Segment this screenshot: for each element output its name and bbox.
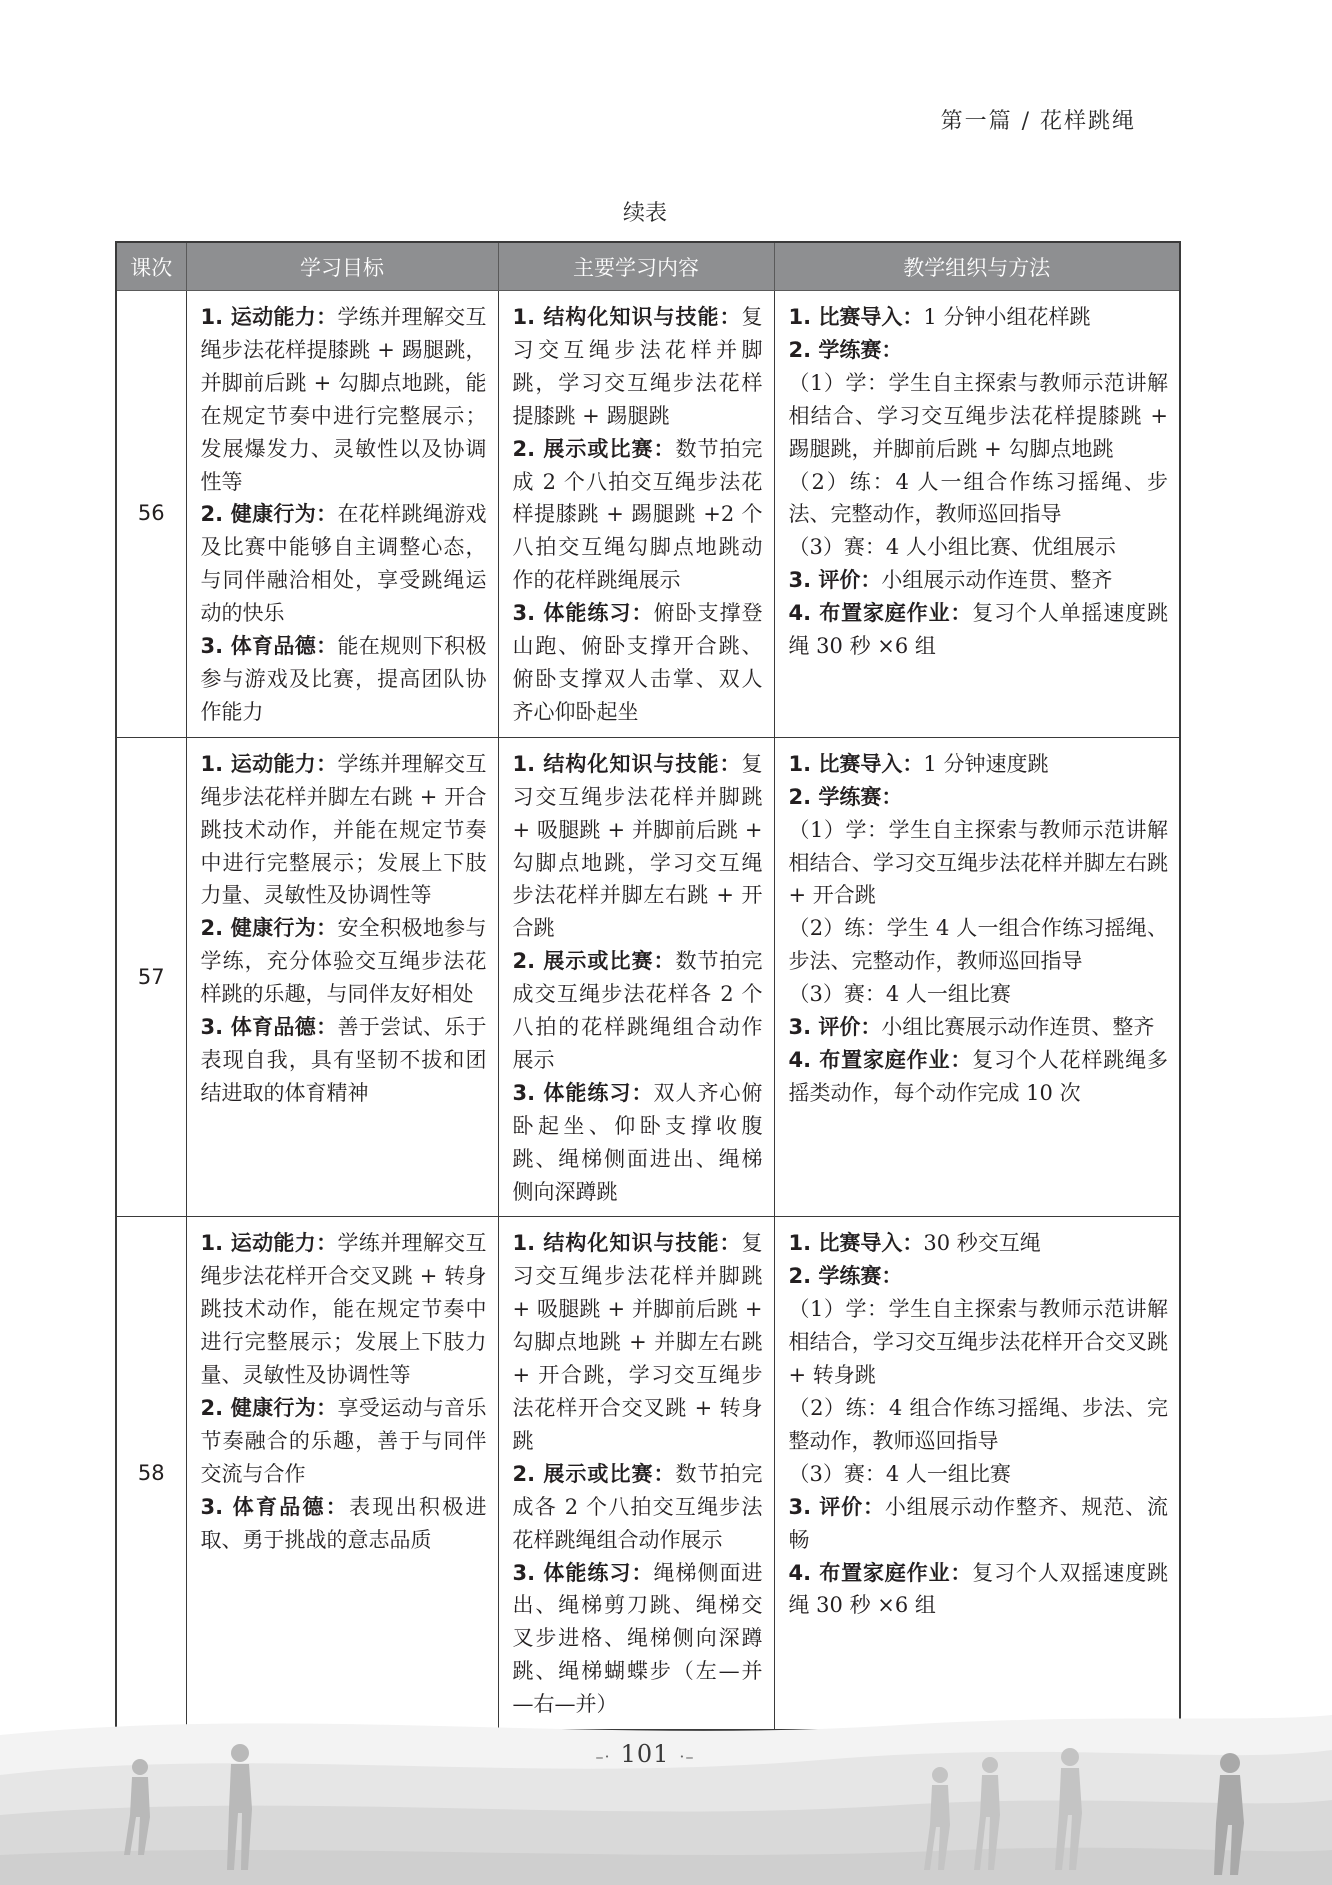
content-item-text: 数节拍完成各 2 个八拍交互绳步法花样跳绳组合动作展示 xyxy=(512,1461,763,1552)
goals-item-text: 善于尝试、乐于表现自我，具有坚韧不拔和团结进取的体育精神 xyxy=(200,1015,487,1105)
content-item xyxy=(513,597,763,729)
goals-item-label: 3. 体育品德： xyxy=(200,634,338,659)
lesson-number-cell: 56 xyxy=(116,291,186,738)
content-item-text: 数节拍完成 2 个八拍交互绳步法花样提膝跳 + 踢腿跳 +2 个八拍交互绳勾脚点地跳动作的花样跳绳展示 xyxy=(512,436,763,593)
goals-cell xyxy=(186,737,498,1217)
methods-item xyxy=(789,912,1169,978)
content-item xyxy=(513,433,763,598)
content-cell xyxy=(498,291,774,738)
goals-item xyxy=(201,1491,487,1557)
lesson-number-cell: 57 xyxy=(116,737,186,1217)
methods-item-text: 1 分钟小组花样跳 xyxy=(923,305,1091,329)
methods-item xyxy=(789,1392,1169,1458)
content-item-label: 1. 结构化知识与技能： xyxy=(512,751,742,776)
methods-item-text: （3）赛：4 人一组比赛 xyxy=(788,1461,1011,1486)
content-item-label: 1. 结构化知识与技能： xyxy=(512,1231,742,1256)
methods-item-text: 小组展示动作整齐、规范、流畅 xyxy=(788,1494,1169,1552)
methods-item-text: （1）学：学生自主探索与教师示范讲解相结合，学习交互绳步法花样开合交叉跳 + 转身跳 xyxy=(788,1297,1168,1388)
methods-item xyxy=(789,531,1169,564)
methods-item-label: 3. 评价： xyxy=(788,1494,885,1519)
page-number-dash-left-icon: –· xyxy=(595,1747,611,1766)
goals-item-label: 3. 体育品德： xyxy=(200,1015,338,1040)
methods-item-text: 复习个人花样跳绳多摇类动作，每个动作完成 10 次 xyxy=(788,1047,1168,1105)
methods-item xyxy=(789,466,1169,532)
methods-item-label: 2. 学练赛： xyxy=(788,337,903,362)
methods-item-label: 4. 布置家庭作业： xyxy=(788,1047,973,1072)
goals-item xyxy=(201,301,487,498)
methods-item-text: （2）练：4 组合作练习摇绳、步法、完整动作，教师巡回指导 xyxy=(788,1396,1168,1453)
lesson-plan-table xyxy=(115,241,1181,1731)
methods-item-text: 小组展示动作连贯、整齐 xyxy=(881,568,1113,593)
table-caption: 续表 xyxy=(622,201,667,226)
methods-item xyxy=(789,301,1169,334)
table-row xyxy=(116,291,1180,738)
goals-item-text: 学练并理解交互绳步法花样提膝跳 + 踢腿跳，并脚前后跳 + 勾脚点地跳，能在规定节奏中进行完整展示；发展爆发力、灵敏性以及协调性等 xyxy=(200,305,487,494)
methods-item xyxy=(789,1044,1169,1110)
page-number xyxy=(0,1740,1290,1768)
lesson-number-cell: 58 xyxy=(116,1217,186,1730)
goals-item-text: 学练并理解交互绳步法花样并脚左右跳 + 开合跳技术动作，并能在规定节奏中进行完整展示；发展上下肢力量、灵敏性及协调性等 xyxy=(200,751,487,908)
column-header-lesson: 课次 xyxy=(116,242,186,291)
methods-cell xyxy=(774,737,1180,1217)
goals-item-text: 学练并理解交互绳步法花样开合交叉跳 + 转身跳技术动作，能在规定节奏中进行完整展示；发展上下肢力量、灵敏性及协调性等 xyxy=(200,1231,487,1388)
column-header-methods: 教学组织与方法 xyxy=(774,242,1180,291)
content-item-label: 1. 结构化知识与技能： xyxy=(512,305,742,329)
content-item-label: 3. 体能练习： xyxy=(512,1560,654,1585)
content-item-label: 3. 体能练习： xyxy=(512,1080,654,1105)
methods-item-label: 3. 评价： xyxy=(788,568,882,593)
goals-item xyxy=(201,1392,487,1491)
column-header-goals: 学习目标 xyxy=(186,242,498,291)
content-item-text: 绳梯侧面进出、绳梯剪刀跳、绳梯交叉步进格、绳梯侧向深蹲跳、绳梯蝴蝶步（左—并—右—并） xyxy=(512,1560,763,1717)
table-row xyxy=(116,737,1180,1217)
methods-item-text: （3）赛：4 人小组比赛、优组展示 xyxy=(788,535,1116,560)
methods-item-text: 复习个人单摇速度跳绳 30 秒 ×6 组 xyxy=(788,601,1168,659)
content-item-text: 复习交互绳步法花样并脚跳 + 吸腿跳 + 并脚前后跳 + 勾脚点地跳 + 并脚左右跳 + 开合跳，学习交互绳步法花样开合交叉跳 + 转身跳 xyxy=(512,1231,763,1453)
content-cell xyxy=(498,1217,774,1730)
goals-item-label: 2. 健康行为： xyxy=(200,916,338,941)
methods-item xyxy=(789,564,1169,597)
goals-item-label: 1. 运动能力： xyxy=(200,305,338,329)
methods-item xyxy=(789,1260,1169,1293)
goals-item-label: 2. 健康行为： xyxy=(200,1396,338,1420)
table-header-row xyxy=(116,242,1180,291)
content-item-text: 数节拍完成交互绳步法花样各 2 个八拍的花样跳绳组合动作展示 xyxy=(512,949,763,1072)
methods-item-text: 复习个人双摇速度跳绳 30 秒 ×6 组 xyxy=(788,1560,1168,1618)
methods-item xyxy=(789,1227,1169,1260)
goals-item-text: 安全积极地参与学练，充分体验交互绳步法花样跳的乐趣，与同伴友好相处 xyxy=(200,916,487,1007)
content-item-text: 双人齐心俯卧起坐、仰卧支撑收腹跳、绳梯侧面进出、绳梯侧向深蹲跳 xyxy=(512,1080,763,1204)
goals-item-label: 2. 健康行为： xyxy=(200,502,338,527)
goals-item xyxy=(201,1011,487,1110)
content-item xyxy=(513,1557,763,1722)
goals-item xyxy=(201,1227,487,1392)
methods-item xyxy=(789,597,1169,663)
goals-item xyxy=(201,748,487,913)
goals-item-label: 1. 运动能力： xyxy=(200,1231,338,1256)
methods-item-label: 2. 学练赛： xyxy=(788,784,903,809)
methods-item xyxy=(789,367,1169,466)
methods-item-label: 4. 布置家庭作业： xyxy=(788,601,973,626)
column-header-content: 主要学习内容 xyxy=(498,242,774,291)
content-item xyxy=(513,1458,763,1557)
methods-item xyxy=(789,814,1169,913)
content-item xyxy=(513,301,763,433)
goals-item-label: 3. 体育品德： xyxy=(200,1494,350,1519)
methods-item-text: （1）学：学生自主探索与教师示范讲解相结合、学习交互绳步法花样提膝跳 + 踢腿跳，并脚前后跳 + 勾脚点地跳 xyxy=(788,370,1168,461)
methods-item-text: 小组比赛展示动作连贯、整齐 xyxy=(881,1015,1155,1040)
methods-item-text: （1）学：学生自主探索与教师示范讲解相结合、学习交互绳步法花样并脚左右跳 + 开合跳 xyxy=(788,817,1168,908)
page-number-value: 101 xyxy=(620,1740,670,1768)
content-item-label: 2. 展示或比赛： xyxy=(512,1461,676,1486)
goals-cell xyxy=(186,291,498,738)
goals-cell xyxy=(186,1217,498,1730)
content-item-label: 3. 体能练习： xyxy=(512,601,654,626)
methods-item xyxy=(789,1293,1169,1392)
methods-item-label: 2. 学练赛： xyxy=(788,1264,903,1289)
methods-item-label: 1. 比赛导入： xyxy=(788,1231,924,1256)
goals-item xyxy=(201,498,487,630)
methods-cell xyxy=(774,291,1180,738)
content-item-label: 2. 展示或比赛： xyxy=(512,949,676,974)
content-item xyxy=(513,945,763,1077)
methods-item xyxy=(789,334,1169,367)
goals-item-label: 1. 运动能力： xyxy=(200,751,338,776)
content-cell xyxy=(498,737,774,1217)
methods-item xyxy=(789,1011,1169,1044)
methods-item xyxy=(789,978,1169,1011)
methods-item xyxy=(789,748,1169,781)
methods-item xyxy=(789,1491,1169,1557)
table-row xyxy=(116,1217,1180,1730)
methods-item-text: （2）练：学生 4 人一组合作练习摇绳、步法、完整动作，教师巡回指导 xyxy=(788,916,1168,974)
methods-item-text: （2）练：4 人一组合作练习摇绳、步法、完整动作，教师巡回指导 xyxy=(788,469,1168,527)
content-item-text: 俯卧支撑登山跑、俯卧支撑开合跳、俯卧支撑双人击掌、双人齐心仰卧起坐 xyxy=(512,601,763,724)
goals-item-text: 在花样跳绳游戏及比赛中能够自主调整心态，与同伴融洽相处，享受跳绳运动的快乐 xyxy=(200,502,487,626)
methods-item-label: 1. 比赛导入： xyxy=(788,305,924,329)
methods-item xyxy=(789,1458,1169,1491)
goals-item-text: 享受运动与音乐节奏融合的乐趣，善于与同伴交流与合作 xyxy=(200,1396,487,1486)
methods-item-label: 1. 比赛导入： xyxy=(788,751,924,776)
content-item xyxy=(513,1077,763,1209)
goals-item-text: 表现出积极进取、勇于挑战的意志品质 xyxy=(200,1494,487,1552)
goals-item-text: 能在规则下积极参与游戏及比赛，提高团队协作能力 xyxy=(200,634,487,724)
content-item-label: 2. 展示或比赛： xyxy=(512,436,676,461)
goals-item xyxy=(201,912,487,1011)
methods-item xyxy=(789,1557,1169,1623)
section-header: 第一篇 / 花样跳绳 xyxy=(940,109,1136,134)
content-item xyxy=(513,748,763,945)
methods-cell xyxy=(774,1217,1180,1730)
methods-item-text: 1 分钟速度跳 xyxy=(923,751,1049,776)
page-number-dash-right-icon: ·– xyxy=(679,1747,695,1766)
methods-item-text: （3）赛：4 人一组比赛 xyxy=(788,982,1011,1007)
footer-decoration xyxy=(0,1705,1332,1885)
goals-item xyxy=(201,630,487,729)
methods-item-label: 4. 布置家庭作业： xyxy=(788,1560,973,1585)
content-item xyxy=(513,1227,763,1457)
content-item-text: 复习交互绳步法花样并脚跳，学习交互绳步法花样提膝跳 + 踢腿跳 xyxy=(512,305,763,428)
methods-item xyxy=(789,781,1169,814)
methods-item-label: 3. 评价： xyxy=(788,1015,882,1040)
content-item-text: 复习交互绳步法花样并脚跳 + 吸腿跳 + 并脚前后跳 + 勾脚点地跳，学习交互绳步法花样并脚左右跳 + 开合跳 xyxy=(512,751,763,941)
methods-item-text: 30 秒交互绳 xyxy=(923,1231,1041,1256)
